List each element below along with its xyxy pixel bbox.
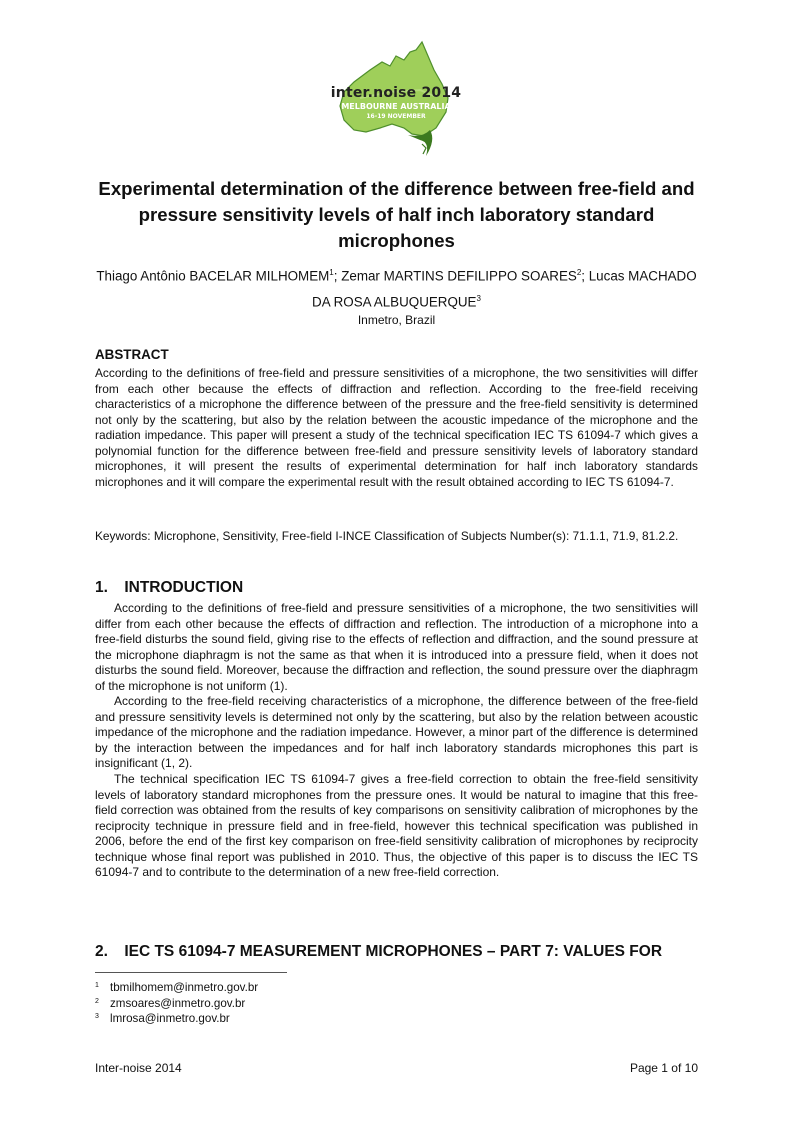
- paper-title: Experimental determination of the difference between free-field and pressure sensitivity levels of half inch laboratory standard microphones: [98, 178, 695, 251]
- affiliation: Inmetro, Brazil: [357, 313, 436, 327]
- footnote: [95, 980, 258, 996]
- author-list: [95, 262, 698, 314]
- author-footnote-mark[interactable]: 1: [329, 268, 334, 277]
- logo-brand-text: inter.noise 2014: [330, 85, 462, 101]
- author-name: Lucas MACHADO DA ROSA ALBUQUERQUE: [312, 268, 697, 310]
- logo-city-text: MELBOURNE AUSTRALIA: [341, 102, 451, 111]
- footnote-email-link[interactable]: tbmilhomem@inmetro.gov.br: [110, 981, 259, 994]
- logo-dates-text: 16-19 NOVEMBER: [366, 113, 426, 120]
- footnote: [95, 996, 258, 1012]
- page-footer-conference: Inter-noise 2014: [95, 1061, 182, 1075]
- abstract-text: According to the definitions of free-field and pressure sensitivities of a microphone, the two sensitivities will differ from each other because the effects of diffraction and reflection. According to the free-field receiving characteristics of a microphone the difference between of the pressure and the free-field sensitivity is determined not only by the scattering, but also by the relation between the acoustic impedance of the microphone and the radiation impedance. This paper will present a study of the technical specification IEC TS 61094-7 which gives a polynomial function for the difference between free-field and pressure sensitivity levels of laboratory standard microphones, it will present the results of experimental determination for half inch laboratory standards microphones and it will compare the experimental result with the result obtained according to IEC TS 61094-7.: [95, 366, 698, 489]
- abstract-heading: ABSTRACT: [95, 347, 169, 362]
- footnote-mark: 2: [95, 997, 99, 1005]
- section-body-introduction: [95, 601, 698, 881]
- keywords: Keywords: Microphone, Sensitivity, Free-field I-INCE Classification of Subjects Number(s): 71.1.1, 71.9, 81.2.2.: [95, 529, 679, 543]
- author-separator: ;: [333, 268, 342, 284]
- section-title: INTRODUCTION: [124, 579, 244, 596]
- author-footnote-mark[interactable]: 3: [476, 293, 481, 303]
- author-footnote-mark[interactable]: 2: [576, 268, 582, 277]
- author-name: Thiago Antônio BACELAR MILHOMEM: [96, 268, 330, 284]
- footnote-divider: [95, 972, 287, 973]
- footnote-email-link[interactable]: zmsoares@inmetro.gov.br: [110, 996, 246, 1010]
- section-heading-iec-ts: [95, 943, 662, 961]
- footnote: [95, 1011, 258, 1027]
- body-paragraph: The technical specification IEC TS 61094-7 gives a free-field correction to obtain the free-field sensitivity levels of laboratory standard microphones from the pressure ones. It would be natural to imagine that this free-field correction was obtained from the results of key comparisons on sensitivity calibration of microphones by the reciprocity technique in pressure field and in free-field, however this technical specification was published in 2006, before the end of the first key comparison on free-field sensitivity calibration of microphones by reciprocity technique whose final report was published in 2010. Thus, the objective of this paper is to discuss the IEC TS 61094-7 and to contribute to the determination of a new free-field correction.: [95, 772, 698, 880]
- footnote-mark: 1: [95, 982, 99, 989]
- footnote-mark: 3: [95, 1013, 99, 1020]
- body-paragraph: According to the free-field receiving characteristics of a microphone, the difference between of the free-field and pressure sensitivity levels is determined not only by the scattering, but also by the relation between acoustic impedance of the microphone and the radiation impedance. However, a minor part of the difference is determined by the interaction between the impedances and for half inch laboratory standards microphones this part is insignificant (1, 2).: [95, 694, 698, 771]
- author-name: Zemar MARTINS DEFILIPPO SOARES: [341, 268, 577, 284]
- section-title: IEC TS 61094-7 MEASUREMENT MICROPHONES – PART 7: VALUES FOR: [124, 943, 663, 960]
- conference-logo: [330, 40, 462, 165]
- section-heading-introduction: [95, 579, 243, 597]
- body-paragraph: According to the definitions of free-field and pressure sensitivities of a microphone, the two sensitivities will differ from each other because the effects of diffraction and reflection. The introduction of a microphone into a free-field disturbs the sound field, giving rise to the effects of reflection and diffraction, and the sound pressure at the microphone diaphragm is not the same as that when it is introduced into a pressure field, when it does not disturbs the sound field. Moreover, because the diffraction and reflection, the sound pressure over the diaphragm of the microphone is not uniform (1).: [95, 601, 698, 693]
- section-number: 1.: [95, 579, 108, 596]
- footnotes: [95, 980, 258, 1027]
- footnote-email-link[interactable]: lmrosa@inmetro.gov.br: [110, 1012, 230, 1025]
- section-number: 2.: [95, 943, 108, 960]
- page-number: Page 1 of 10: [629, 1061, 698, 1075]
- author-separator: ;: [581, 268, 589, 284]
